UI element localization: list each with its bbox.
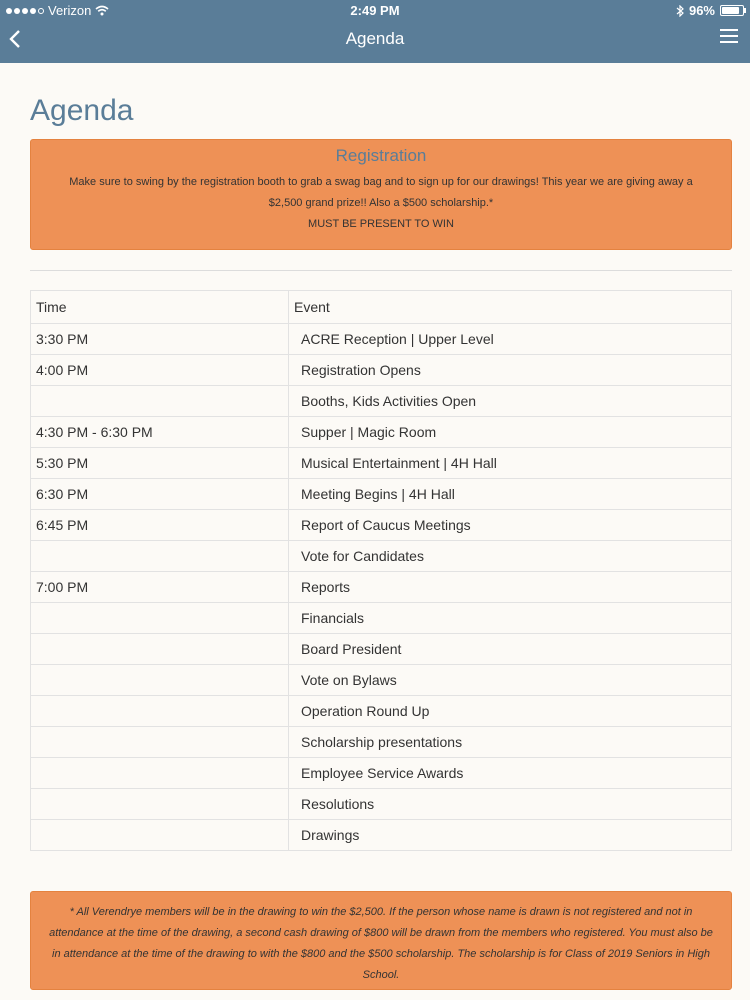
- event-cell: Resolutions: [289, 789, 732, 820]
- menu-button[interactable]: [720, 29, 738, 45]
- event-cell: Scholarship presentations: [289, 727, 732, 758]
- event-cell: Registration Opens: [289, 355, 732, 386]
- time-cell: 6:30 PM: [31, 479, 289, 510]
- table-row: [31, 727, 732, 758]
- back-button[interactable]: [8, 24, 30, 54]
- time-cell: 7:00 PM: [31, 572, 289, 603]
- battery-fill: [722, 7, 739, 14]
- registration-must-be-present: MUST BE PRESENT TO WIN: [308, 218, 454, 230]
- table-row: [31, 448, 732, 479]
- table-row: [31, 417, 732, 448]
- table-row: [31, 572, 732, 603]
- section-divider: [30, 270, 732, 271]
- table-row: [31, 696, 732, 727]
- time-cell: 6:45 PM: [31, 510, 289, 541]
- footnote-text: * All Verendrye members will be in the drawing to win the $2,500. If the person whose name is drawn is not registered and not in attendance at the time of the drawing, a second cash drawing of $800 will be drawn from the members who registered. You must also be in attendance at the time of the drawing to with the $800 and the $500 scholarship. The scholarship is for Class of 2019 Seniors in High School.: [49, 906, 713, 981]
- hamburger-menu-icon: [720, 29, 738, 31]
- time-cell: [31, 665, 289, 696]
- event-cell: Vote on Bylaws: [289, 665, 732, 696]
- table-row: [31, 355, 732, 386]
- registration-callout: [30, 139, 732, 250]
- event-cell: Booths, Kids Activities Open: [289, 386, 732, 417]
- battery-icon: [720, 5, 744, 16]
- event-cell: Musical Entertainment | 4H Hall: [289, 448, 732, 479]
- status-time: 2:49 PM: [350, 3, 400, 18]
- time-cell: [31, 541, 289, 572]
- status-right: [676, 3, 744, 18]
- time-cell: [31, 696, 289, 727]
- agenda-table: [30, 290, 732, 851]
- event-cell: Employee Service Awards: [289, 758, 732, 789]
- table-row: [31, 603, 732, 634]
- table-row: [31, 541, 732, 572]
- time-cell: 4:00 PM: [31, 355, 289, 386]
- chevron-left-icon: [8, 29, 22, 49]
- event-cell: Drawings: [289, 820, 732, 851]
- time-cell: [31, 634, 289, 665]
- table-row: [31, 820, 732, 851]
- registration-body: Make sure to swing by the registration booth to grab a swag bag and to sign up for our drawings! This year we are giving away a $2,500 grand prize!! Also a $500 scholarship.*: [69, 176, 693, 209]
- table-row: [31, 758, 732, 789]
- time-cell: [31, 789, 289, 820]
- column-header-time: Time: [31, 291, 289, 324]
- event-cell: Meeting Begins | 4H Hall: [289, 479, 732, 510]
- event-cell: Board President: [289, 634, 732, 665]
- event-cell: Report of Caucus Meetings: [289, 510, 732, 541]
- time-cell: 5:30 PM: [31, 448, 289, 479]
- status-bar: [0, 3, 750, 21]
- event-cell: Operation Round Up: [289, 696, 732, 727]
- time-cell: [31, 820, 289, 851]
- column-header-event: Event: [289, 291, 732, 324]
- event-cell: Financials: [289, 603, 732, 634]
- table-row: [31, 386, 732, 417]
- table-row: [31, 789, 732, 820]
- table-row: [31, 324, 732, 355]
- time-cell: [31, 386, 289, 417]
- event-cell: Reports: [289, 572, 732, 603]
- time-cell: [31, 758, 289, 789]
- time-cell: 3:30 PM: [31, 324, 289, 355]
- footnote-callout: [30, 891, 732, 990]
- time-cell: 4:30 PM - 6:30 PM: [31, 417, 289, 448]
- table-row: [31, 634, 732, 665]
- nav-bar: [0, 22, 750, 56]
- carrier-label: Verizon: [48, 3, 92, 18]
- nav-title: Agenda: [345, 29, 405, 48]
- top-bar: [0, 0, 750, 63]
- time-cell: [31, 603, 289, 634]
- time-cell: [31, 727, 289, 758]
- registration-heading: Registration: [335, 146, 427, 165]
- bluetooth-icon: [676, 5, 684, 17]
- table-header-row: [31, 291, 732, 324]
- page-title: Agenda: [30, 94, 134, 127]
- table-row: [31, 479, 732, 510]
- event-cell: Supper | Magic Room: [289, 417, 732, 448]
- event-cell: Vote for Candidates: [289, 541, 732, 572]
- table-row: [31, 510, 732, 541]
- event-cell: ACRE Reception | Upper Level: [289, 324, 732, 355]
- table-row: [31, 665, 732, 696]
- battery-percent: 96%: [688, 3, 715, 18]
